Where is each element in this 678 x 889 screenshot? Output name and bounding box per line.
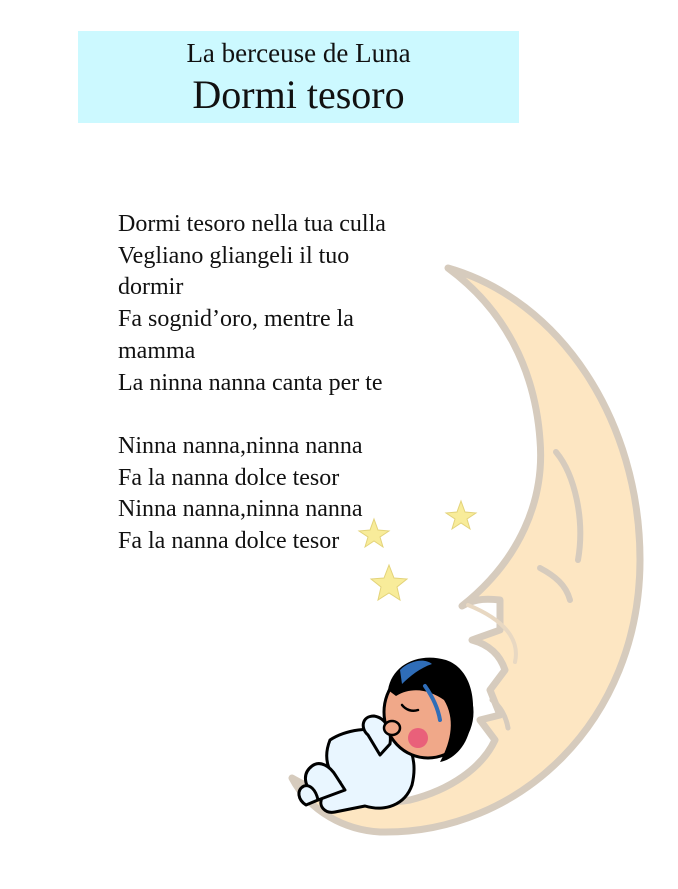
title-box xyxy=(78,31,519,123)
stanza-2 xyxy=(118,431,448,558)
poem-line: Fa la nanna dolce tesor xyxy=(118,464,340,491)
poem-text xyxy=(118,209,448,589)
page-subtitle: La berceuse de Luna xyxy=(186,38,411,68)
poem-line: Fa sognid’oro, mentre la xyxy=(118,306,354,333)
poem-line: Ninna nanna,ninna nanna xyxy=(118,432,363,459)
poem-line: La ninna nanna canta per te xyxy=(118,369,383,396)
star-icon xyxy=(446,501,476,529)
poem-line: Vegliano gliangeli il tuo xyxy=(118,242,350,269)
poem-line: Fa la nanna dolce tesor xyxy=(118,528,340,555)
poem-line: Dormi tesoro nella tua culla xyxy=(118,211,386,237)
poem-line: dormir xyxy=(118,274,184,301)
page-title: Dormi tesoro xyxy=(192,72,405,117)
poem-line: Ninna nanna,ninna nanna xyxy=(118,496,363,523)
stanza-1 xyxy=(118,209,448,399)
poem-line: mamma xyxy=(118,337,196,364)
